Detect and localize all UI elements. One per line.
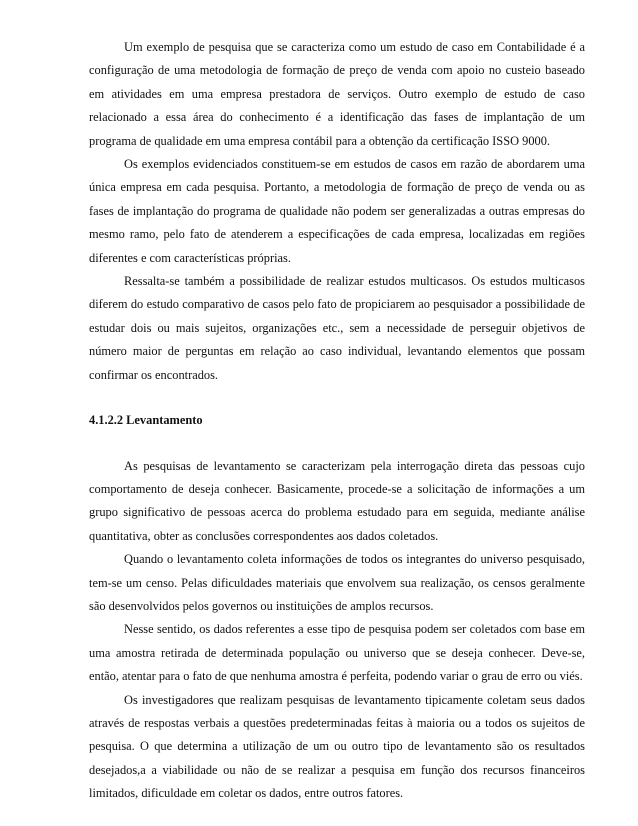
paragraph-multicase-studies: Ressalta-se também a possibilidade de realizar estudos multicasos. Os estudos multicasos diferem do estudo comparativo de casos pelo fato de propiciarem ao pesquisador a possibilidade de estudar dois ou mais sujeitos, organizações etc., sem a necessidade de perseguir objetivos de número maior de perguntas em relação ao caso individual, levantando elementos que possam confirmar os encontrados. bbox=[89, 274, 585, 382]
spacer bbox=[89, 387, 585, 409]
document-page bbox=[89, 36, 585, 806]
spacer bbox=[89, 433, 585, 455]
paragraph-census: Quando o levantamento coleta informações de todos os integrantes do universo pesquisado, tem-se um censo. Pelas dificuldades materiais que envolvem sua realização, os censos geralmente são desenvolvidos pelos governos ou instituições de amplos recursos. bbox=[89, 552, 585, 613]
paragraph-investigators: Os investigadores que realizam pesquisas de levantamento tipicamente coletam seus dados através de respostas verbais a questões predeterminadas feitas à maioria ou a todos os sujeitos de pesquisa. O que determina a utilização de um ou outro tipo de levantamento são os resultados desejados,a a viabilidade ou não de se realizar a pesquisa em função dos recursos financeiros limitados, dificuldade em coletar os dados, entre outros fatores. bbox=[89, 692, 585, 801]
paragraph-survey-definition: As pesquisas de levantamento se caracterizam pela interrogação direta das pessoas cujo comportamento de deseja conhecer. Basicamente, procede-se a solicitação de informações a um grupo significativo de pessoas acerca do problema estudado para em seguida, mediante análise quantitativa, obter as conclusões correspondentes aos dados coletados. bbox=[89, 458, 585, 543]
paragraph-examples-evidenced: Os exemplos evidenciados constituem-se em estudos de casos em razão de abordarem uma única empresa em cada pesquisa. Portanto, a metodologia de formação de preço de venda ou as fases de implantação do programa de qualidade não podem ser generalizadas a outras empresas do mesmo ramo, pelo fato de atenderem a especificações de cada empresa, localizadas em regiões diferentes e com características próprias. bbox=[89, 157, 585, 265]
paragraph-case-study-example: Um exemplo de pesquisa que se caracteriza como um estudo de caso em Contabilidade é a configuração de uma metodologia de formação de preço de venda com apoio no custeio baseado em atividades em uma empresa prestadora de serviços. Outro exemplo de estudo de caso relacionado a essa área do conhecimento é a identificação das fases de implantação de um programa de qualidade em uma empresa contábil para a obtenção da certificação ISSO 9000. bbox=[89, 40, 585, 148]
section-heading-levantamento: 4.1.2.2 Levantamento bbox=[89, 413, 203, 428]
paragraph-sample: Nesse sentido, os dados referentes a esse tipo de pesquisa podem ser coletados com base em uma amostra retirada de determinada população ou universo que se deseja conhecer. Deve-se, então, atentar para o fato de que nenhuma amostra é perfeita, podendo variar o grau de erro ou viés. bbox=[89, 622, 585, 684]
